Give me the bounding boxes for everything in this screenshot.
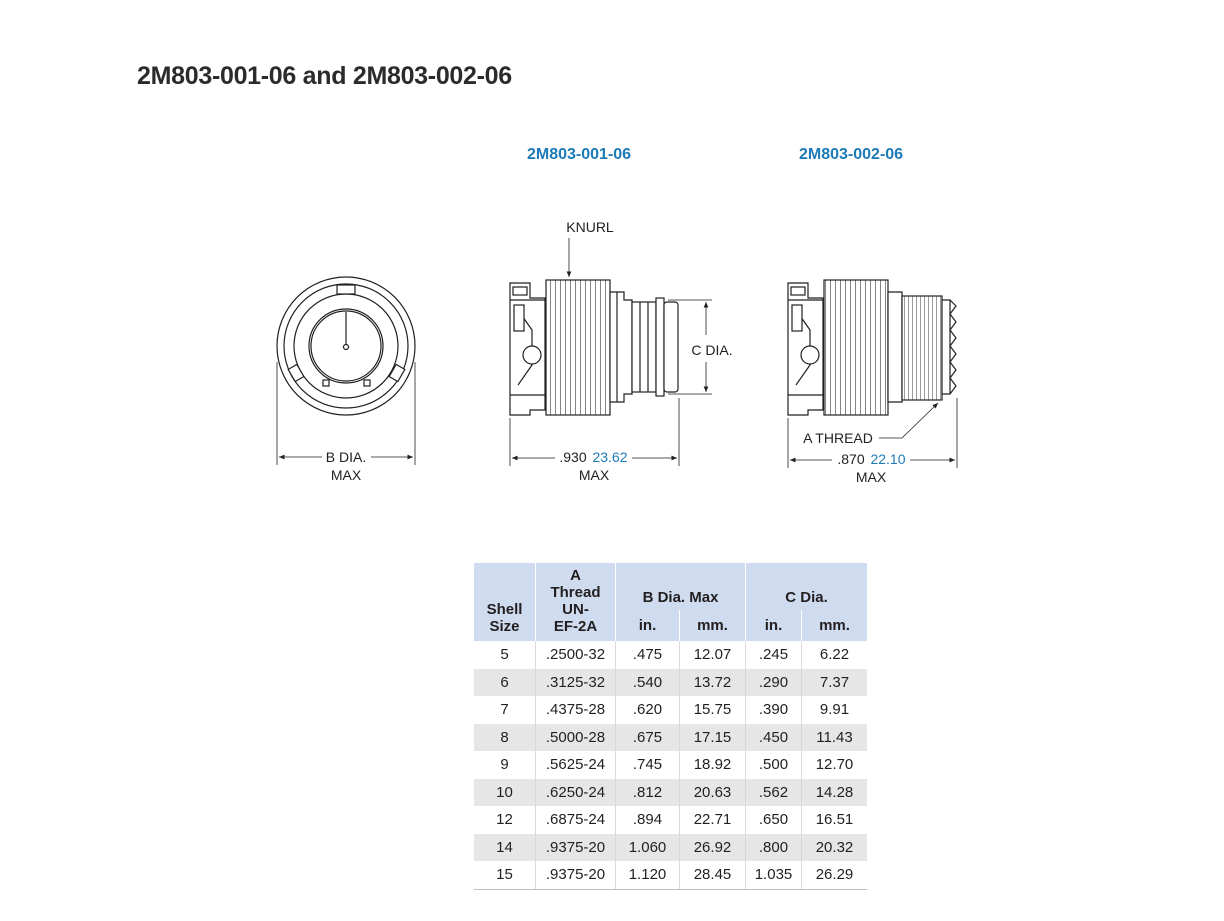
header-a-thread: A Thread UN- EF-2A <box>536 563 616 641</box>
table-row: 6 .3125-32 .540 13.72 .290 7.37 <box>474 669 867 697</box>
knurl-callout: KNURL <box>566 219 614 235</box>
length-001-mm: 23.62 <box>592 449 628 465</box>
length-002-mm: 22.10 <box>870 451 906 467</box>
table-row: 10 .6250-24 .812 20.63 .562 14.28 <box>474 779 867 807</box>
table-row: 8 .5000-28 .675 17.15 .450 11.43 <box>474 724 867 752</box>
front-view <box>277 277 415 465</box>
view-label-002: 2M803-002-06 <box>799 146 904 163</box>
side-view-001 <box>510 238 712 466</box>
table-row: 9 .5625-24 .745 18.92 .500 12.70 <box>474 751 867 779</box>
table-row: 14 .9375-20 1.060 26.92 .800 20.32 <box>474 834 867 862</box>
table-row: 12 .6875-24 .894 22.71 .650 16.51 <box>474 806 867 834</box>
header-c-mm: mm. <box>802 610 868 641</box>
header-c-dia: C Dia. <box>746 563 868 610</box>
c-dia-callout: C DIA. <box>691 342 733 358</box>
header-shell-size: Shell Size <box>474 563 536 641</box>
header-c-in: in. <box>746 610 802 641</box>
header-b-dia: B Dia. Max <box>616 563 746 610</box>
header-b-in: in. <box>616 610 680 641</box>
page-title: 2M803-001-06 and 2M803-002-06 <box>137 62 512 90</box>
view-label-001: 2M803-001-06 <box>527 146 632 163</box>
table-row: 15 .9375-20 1.120 28.45 1.035 26.29 <box>474 861 867 889</box>
length-002-in: .870 <box>837 451 865 467</box>
table-row: 7 .4375-28 .620 15.75 .390 9.91 <box>474 696 867 724</box>
dimension-table <box>474 563 867 890</box>
table-row: 5 .2500-32 .475 12.07 .245 6.22 <box>474 641 867 669</box>
b-dia-label: B DIA. <box>325 449 367 465</box>
length-001-in: .930 <box>559 449 587 465</box>
a-thread-callout: A THREAD <box>803 430 873 446</box>
b-dia-max-label: MAX <box>330 467 362 483</box>
header-b-mm: mm. <box>680 610 746 641</box>
length-002-max: MAX <box>855 469 887 485</box>
length-001-max: MAX <box>578 467 610 483</box>
